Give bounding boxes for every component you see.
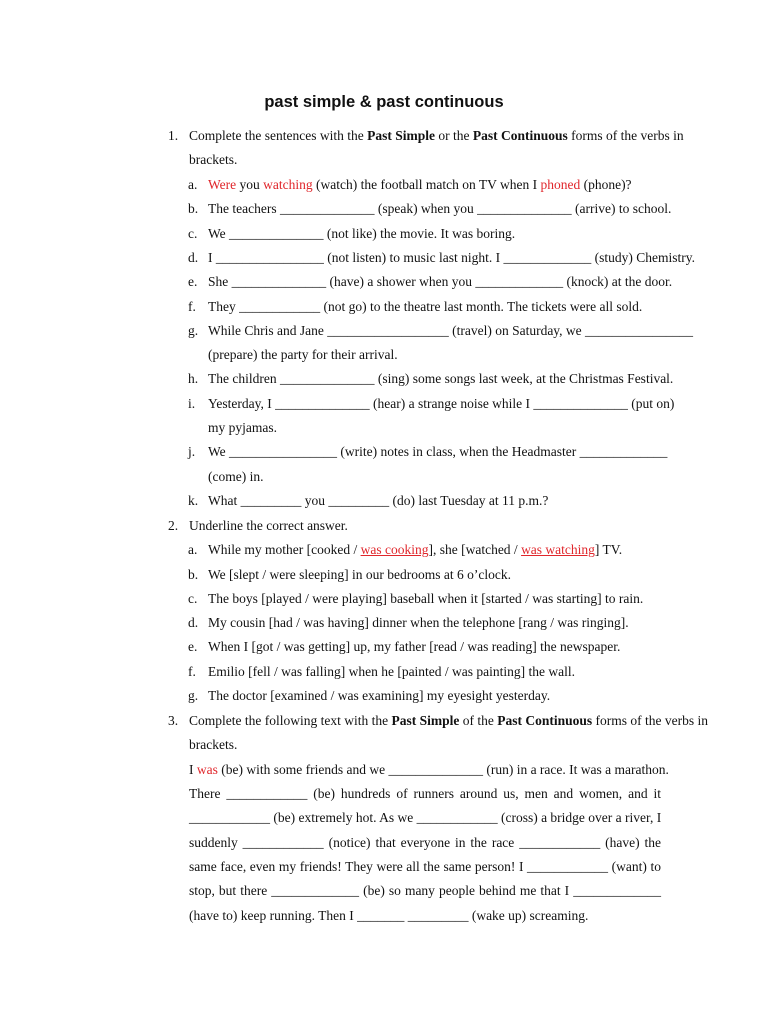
item-text: ] TV.	[594, 542, 623, 557]
paragraph-line-6: stop, but there _____________ (be) so many people behind me that I _____________	[189, 883, 661, 898]
item-letter: a.	[188, 177, 198, 192]
instruction-bold-past-simple: Past Simple	[391, 713, 460, 728]
section-2-number: 2.	[168, 518, 179, 533]
exercise-item-i: Yesterday, I ______________ (hear) a strange noise while I ______________ (put on)	[208, 396, 675, 411]
exercise-2-item-a	[208, 541, 622, 559]
section-3-instruction	[189, 712, 708, 730]
item-letter: e.	[188, 274, 198, 289]
section-1-instruction-cont: brackets.	[189, 152, 238, 167]
paragraph-line-7: (have to) keep running. Then I _______ _________ (wake up) screaming.	[189, 908, 589, 923]
page-title: past simple & past continuous	[264, 93, 504, 111]
item-letter: j.	[188, 444, 196, 459]
exercise-item-c: We ______________ (not like) the movie. It was boring.	[208, 226, 516, 241]
item-letter: f.	[188, 664, 196, 679]
exercise-item-e: She ______________ (have) a shower when you _____________ (knock) at the door.	[208, 274, 673, 289]
paragraph-line-4: suddenly ____________ (notice) that everyone in the race ____________ (have) the	[189, 835, 661, 850]
exercise-2-item-e: When I [got / was getting] up, my father [read / was reading] the newspaper.	[208, 639, 621, 654]
section-2-instruction: Underline the correct answer.	[189, 518, 348, 533]
exercise-item-a	[208, 176, 632, 194]
paragraph-text: I	[189, 762, 197, 777]
underlined-answer: was cooking	[360, 542, 429, 557]
item-letter: g.	[188, 323, 199, 338]
item-text: ], she [watched /	[428, 542, 522, 557]
instruction-bold-past-simple: Past Simple	[367, 128, 435, 143]
answer-text: Were	[208, 177, 237, 192]
item-text: (phone)?	[580, 177, 632, 192]
item-letter: b.	[188, 201, 199, 216]
answer-text: watching	[263, 177, 313, 192]
exercise-item-k: What _________ you _________ (do) last Tuesday at 11 p.m.?	[208, 493, 549, 508]
instruction-text: of the	[459, 713, 498, 728]
item-letter: g.	[188, 688, 199, 703]
underlined-answer: was watching	[521, 542, 595, 557]
exercise-2-item-c: The boys [played / were playing] baseball when it [started / was starting] to rain.	[208, 591, 644, 606]
exercise-item-b: The teachers ______________ (speak) when you ______________ (arrive) to school.	[208, 201, 672, 216]
answer-text: was	[196, 762, 218, 777]
exercise-2-item-f: Emilio [fell / was falling] when he [painted / was painting] the wall.	[208, 664, 576, 679]
instruction-text: forms of the verbs in	[592, 713, 708, 728]
section-3-instruction-cont: brackets.	[189, 737, 238, 752]
item-letter: f.	[188, 299, 196, 314]
answer-text: phoned	[540, 177, 581, 192]
paragraph-line-5: same face, even my friends! They were all the same person! I ____________ (want) to	[189, 859, 661, 874]
instruction-text: or the	[434, 128, 473, 143]
paragraph-line-2: There ____________ (be) hundreds of runners around us, men and women, and it	[189, 786, 661, 801]
instruction-bold-past-continuous: Past Continuous	[472, 128, 568, 143]
item-text: While my mother [cooked /	[208, 542, 361, 557]
exercise-item-h: The children ______________ (sing) some songs last week, at the Christmas Festival.	[208, 371, 674, 386]
exercise-2-item-d: My cousin [had / was having] dinner when the telephone [rang / was ringing].	[208, 615, 629, 630]
exercise-item-g-cont: (prepare) the party for their arrival.	[208, 347, 398, 362]
item-letter: b.	[188, 567, 199, 582]
exercise-item-f: They ____________ (not go) to the theatre last month. The tickets were all sold.	[208, 299, 643, 314]
item-letter: c.	[188, 226, 198, 241]
item-letter: d.	[188, 615, 199, 630]
exercise-item-i-cont: my pyjamas.	[208, 420, 277, 435]
instruction-text: forms of the verbs in	[567, 128, 684, 143]
exercise-2-item-b: We [slept / were sleeping] in our bedrooms at 6 o’clock.	[208, 567, 511, 582]
instruction-text: Complete the sentences with the	[189, 128, 368, 143]
paragraph-line-3: ____________ (be) extremely hot. As we ____________ (cross) a bridge over a river, I	[189, 810, 662, 825]
exercise-item-j-cont: (come) in.	[208, 469, 264, 484]
exercise-item-j: We ________________ (write) notes in class, when the Headmaster _____________	[208, 444, 668, 459]
item-text: (watch) the football match on TV when I	[312, 177, 541, 192]
paragraph-line-1	[189, 761, 669, 779]
paragraph-text: (be) with some friends and we ______________ (run) in a race. It was a marathon.	[217, 762, 669, 777]
instruction-bold-past-continuous: Past Continuous	[497, 713, 593, 728]
item-letter: i.	[188, 396, 196, 411]
item-letter: k.	[188, 493, 199, 508]
instruction-text: Complete the following text with the	[189, 713, 392, 728]
item-letter: e.	[188, 639, 198, 654]
section-1-number: 1.	[168, 128, 179, 143]
section-3-number: 3.	[168, 713, 179, 728]
item-letter: a.	[188, 542, 198, 557]
section-1-instruction	[189, 127, 684, 145]
item-text: you	[236, 177, 264, 192]
exercise-2-item-g: The doctor [examined / was examining] my eyesight yesterday.	[208, 688, 551, 703]
item-letter: c.	[188, 591, 198, 606]
exercise-item-g: While Chris and Jane __________________ (travel) on Saturday, we ________________	[208, 323, 694, 338]
item-letter: d.	[188, 250, 199, 265]
item-letter: h.	[188, 371, 199, 386]
exercise-item-d: I ________________ (not listen) to music last night. I _____________ (study) Chemistry.	[208, 250, 695, 265]
